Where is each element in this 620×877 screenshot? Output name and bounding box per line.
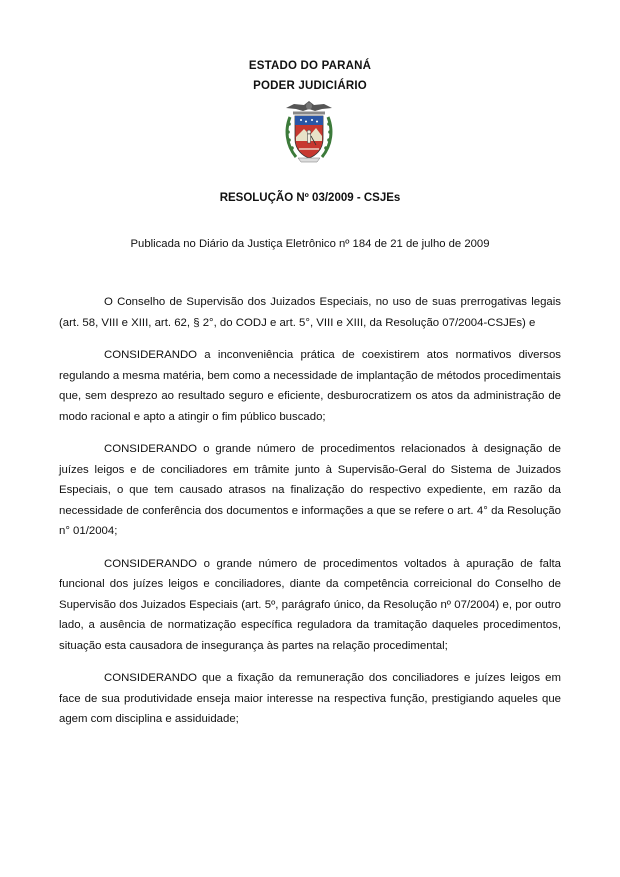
resolution-title: RESOLUÇÃO Nº 03/2009 - CSJEs [219, 192, 401, 204]
parana-coat-of-arms-icon [282, 99, 336, 165]
document-body [59, 292, 561, 742]
paragraph-considerando-1: CONSIDERANDO a inconveniência prática de coexistirem atos normativos diversos regulando a mesma matéria, bem como a necessidade de implantação de métodos procedimentais que, sem desprezo ao resultado seguro e eficiente, desburocratizem os atos da administração de modo racional e apto a atingir o fim público buscado; [59, 349, 561, 423]
publication-note: Publicada no Diário da Justiça Eletrônico nº 184 de 21 de julho de 2009 [130, 238, 490, 250]
paragraph-considerando-3: CONSIDERANDO o grande número de procedimentos voltados à apuração de falta funcional dos juízes leigos e conciliadores, diante da competência correicional do Conselho de Supervisão dos Juizados Especiais (art. 5º, parágrafo único, da Resolução nº 07/2004) e, por outro lado, a ausência de normatização específica reguladora da tramitação daqueles procedimentos, situação esta causadora de insegurança às partes na relação procedimental; [59, 557, 561, 652]
paragraph-considerando-4: CONSIDERANDO que a fixação da remuneração dos conciliadores e juízes leigos em face de sua produtividade enseja maior interesse na respectiva função, prestigiando aqueles que agem com disciplina e assiduidade; [59, 672, 561, 725]
paragraph-considerando-2: CONSIDERANDO o grande número de procedimentos relacionados à designação de juízes leigos e de conciliadores em trâmite junto à Supervisão-Geral do Sistema de Juizados Especiais, o que tem causado atrasos na finalização do respectivo expediente, em razão da necessidade de conferência dos documentos e informações a que se refere o art. 4° da Resolução n° 01/2004; [59, 443, 561, 537]
header-judiciary: PODER JUDICIÁRIO [253, 80, 367, 92]
header-state: ESTADO DO PARANÁ [248, 60, 372, 72]
paragraph-preamble: O Conselho de Supervisão dos Juizados Especiais, no uso de suas prerrogativas legais (art. 58, VIII e XIII, art. 62, § 2°, do CODJ e art. 5°, VIII e XIII, da Resolução 07/2004-CSJEs) e [59, 296, 561, 329]
